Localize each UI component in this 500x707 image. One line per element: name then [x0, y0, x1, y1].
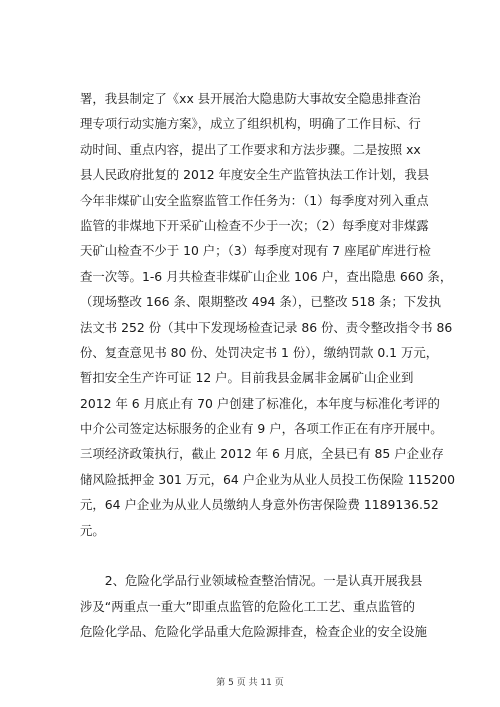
text-line: 2、危险化学品行业领域检查整治情况。一是认真开展我县	[80, 573, 423, 589]
text-line: 监管的非煤地下开采矿山检查不少于一次；（2）每季度对非煤露	[80, 217, 429, 233]
text-line: 三项经济政策执行，截止 2012 年 6 月底，全县已有 85 户企业存	[80, 446, 444, 462]
text-line: 元。	[80, 522, 105, 538]
text-line: 份、复查意见书 80 份、处罚决定书 1 份），缴纳罚款 0.1 万元，	[80, 344, 439, 360]
text-line: 暂扣安全生产许可证 12 户。目前我县金属非金属矿山企业到	[80, 370, 414, 386]
text-line: 理专项行动实施方案》，成立了组织机构，明确了工作目标、行	[80, 116, 421, 132]
page-footer: 第 5 页 共 11 页	[216, 678, 284, 688]
body-text	[80, 86, 456, 645]
text-line: 法文书 252 份（其中下发现场检查记录 86 份、责令整改指令书 86	[80, 319, 453, 335]
text-line: 署，我县制定了《xx 县开展治大隐患防大事故安全隐患排查治	[80, 91, 421, 106]
text-line: 天矿山检查不少于 10 户；（3）每季度对现有 7 座尾矿库进行检	[80, 243, 431, 259]
text-line: 危险化学品、危险化学品重大危险源排查，检查企业的安全设施	[80, 624, 427, 640]
text-line: 查一次等。1-6 月共检查非煤矿山企业 106 户，查出隐患 660 条，	[80, 268, 453, 284]
text-line: 涉及“两重点一重大”即重点监管的危险化工工艺、重点监管的	[80, 598, 415, 614]
text-line: 2012 年 6 月底止有 70 户创建了标准化，本年度与标准化考评的	[80, 395, 440, 411]
text-line: 元，64 户企业为从业人员缴纳人身意外伤害保险费 1189136.52	[80, 497, 439, 513]
text-line: 储风险抵押金 301 万元，64 户企业为从业人员投工伤保险 115200	[80, 471, 456, 487]
paragraph-gap	[80, 543, 440, 568]
text-line: 中介公司签定达标服务的企业有 9 户，各项工作正在有序开展中。	[80, 421, 443, 437]
text-line: 动时间、重点内容，提出了工作要求和方法步骤。二是按照 xx	[80, 141, 421, 157]
text-line: （现场整改 166 条、限期整改 494 条），已整改 518 条；下发执	[80, 294, 441, 310]
text-line: 县人民政府批复的 2012 年度安全生产监管执法工作计划，我县	[80, 167, 430, 183]
text-line: 今年非煤矿山安全监察监管工作任务为：（1）每季度对列入重点	[80, 192, 429, 208]
